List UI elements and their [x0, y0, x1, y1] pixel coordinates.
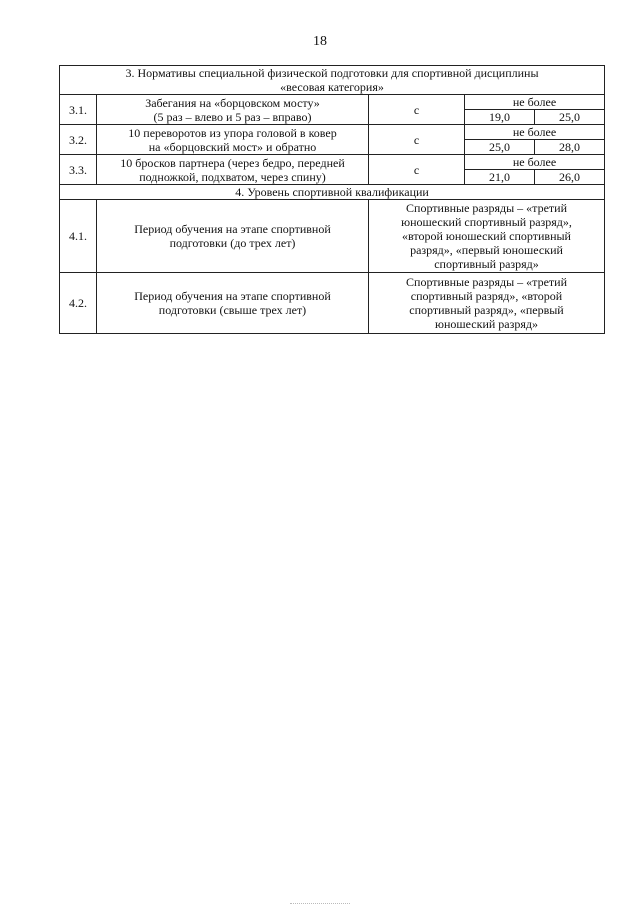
period-cell: [97, 200, 369, 273]
value-cell: 25,0: [465, 140, 535, 155]
exercise-name-line1: 10 бросков партнера (через бедро, передней: [120, 155, 345, 170]
ranks-line: Спортивные разряды – «третий: [406, 275, 567, 289]
table-row: [60, 125, 605, 140]
ranks-cell: [369, 273, 605, 334]
ranks-cell: [369, 200, 605, 273]
ranks-line: разряд», «первый юношеский: [410, 243, 563, 257]
period-line2: подготовки (до трех лет): [169, 236, 296, 250]
exercise-name-line1: 10 переворотов из упора головой в ковер: [128, 125, 337, 140]
exercise-name: [97, 95, 369, 125]
exercise-name: [97, 155, 369, 185]
row-number: 4.1.: [60, 200, 97, 273]
row-number: 3.2.: [60, 125, 97, 155]
exercise-name-line1: Забегания на «борцовском мосту»: [145, 95, 320, 110]
table-row: [60, 155, 605, 170]
value-cell: 21,0: [465, 170, 535, 185]
section3-header-row: [60, 66, 605, 95]
period-line1: Период обучения на этапе спортивной: [134, 289, 331, 303]
limit-label: не более: [465, 95, 605, 110]
unit: с: [369, 155, 465, 185]
exercise-name-line2: (5 раз – влево и 5 раз – вправо): [153, 109, 312, 124]
section3-title-line2: «весовая категория»: [280, 80, 384, 94]
value-cell: 26,0: [535, 170, 605, 185]
value-cell: 25,0: [535, 110, 605, 125]
value-cell: 28,0: [535, 140, 605, 155]
page-number: 18: [313, 34, 327, 49]
table-row: [60, 95, 605, 110]
row-number: 3.3.: [60, 155, 97, 185]
exercise-name-line2: на «борцовский мост» и обратно: [148, 139, 317, 154]
table-row: [60, 200, 605, 273]
exercise-name: [97, 125, 369, 155]
period-line1: Период обучения на этапе спортивной: [134, 222, 331, 236]
value-cell: 19,0: [465, 110, 535, 125]
norms-table: [59, 65, 605, 334]
limit-label: не более: [465, 125, 605, 140]
ranks-line: спортивный разряд», «первый: [409, 303, 564, 317]
section4-header-row: [60, 185, 605, 200]
section3-title-line1: 3. Нормативы специальной физической подготовки для спортивной дисциплины: [125, 66, 539, 80]
unit: с: [369, 125, 465, 155]
ranks-line: юношеский разряд»: [435, 317, 538, 331]
section4-title: 4. Уровень спортивной квалификации: [60, 185, 605, 200]
ranks-line: «второй юношеский спортивный: [402, 229, 571, 243]
ranks-line: спортивный разряд», «второй: [410, 289, 563, 303]
unit: с: [369, 95, 465, 125]
exercise-name-line2: подножкой, подхватом, через спину): [139, 169, 326, 184]
ranks-line: Спортивные разряды – «третий: [406, 201, 567, 215]
limit-label: не более: [465, 155, 605, 170]
table-row: [60, 273, 605, 334]
period-cell: [97, 273, 369, 334]
scan-edge-mark: [290, 903, 350, 904]
period-line2: подготовки (свыше трех лет): [158, 303, 307, 317]
row-number: 3.1.: [60, 95, 97, 125]
section3-title: [60, 66, 605, 95]
ranks-line: юношеский спортивный разряд»,: [401, 215, 572, 229]
row-number: 4.2.: [60, 273, 97, 334]
ranks-line: спортивный разряд»: [434, 257, 539, 271]
